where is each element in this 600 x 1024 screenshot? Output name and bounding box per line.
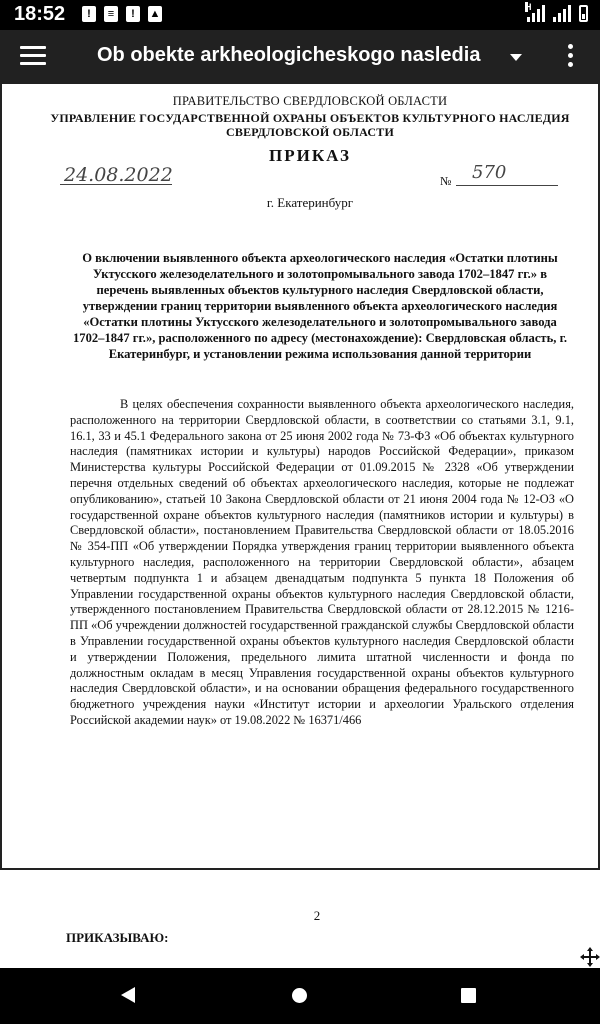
gov-line-1: ПРАВИТЕЛЬСТВО СВЕРДЛОВСКОЙ ОБЛАСТИ xyxy=(172,94,448,108)
city: г. Екатеринбург xyxy=(266,195,354,210)
notification-icons xyxy=(82,6,162,22)
document-viewer[interactable] xyxy=(0,84,600,968)
gov-line-3: СВЕРДЛОВСКОЙ ОБЛАСТИ xyxy=(226,125,394,139)
network-type: H xyxy=(525,2,532,12)
decree-heading: ПРИКАЗЫВАЮ: xyxy=(66,930,169,945)
image-icon: ▲ xyxy=(149,8,161,20)
page-separator xyxy=(0,868,600,870)
order-body: В целях обеспечения сохранности выявленного объекта археологического наследия, расположенного на территории Свердловской области, в соответствии со статьями 3.1, 9.1, 16.1, 33 и 45.1 Федерального закона от 25 июня 2002 года № 73-ФЗ «Об объектах культурного наследия (памятниках истории и культуры) народов Российской Федерации», приказом Министерства культуры Российской Федерации от 01.09.2015 № 2328 «Об утверждении перечня отдельных сведений об объектах археологического наследия, которые не подлежат опубликованию», статьей 10 Закона Свердловской области от 21 июня 2004 года № 12-ОЗ «О государственной охране объектов культурного наследия (памятников истории и культуры) в Свердловской области», постановлением Правительства Свердловской области от 18.05.2016 № 354-ПП «Об утверждении Порядка утверждения границ территории выявленного объекта культурного наследия, расположенного на территории Свердловской области», абзацем четвертым подпункта 1 и абзацем двенадцатым подпункта 5 пункта 18 Положения об Управлении государственной охраны объектов культурного наследия Свердловской области, утвержденного постановлением Правительства Свердловской области от 28.12.2015 № 1216-ПП «Об учреждении должностей государственной гражданской службы Свердловской области в Управлении государственной охраны объектов культурного наследия Свердловской области и утверждении Положения, предельного лимита штатной численности и фонда по должностным окладам в месяц Управления государственной охраны объектов культурного наследия Свердловской области», и на основании обращения федерального государственного бюджетного учреждения науки «Институт истории и археологии Уральского отделения Российской академии наук» от 19.08.2022 № 16371/466 xyxy=(70,397,574,727)
order-number: 570 xyxy=(472,162,507,183)
signal-icon xyxy=(527,4,545,22)
page-number: 2 xyxy=(313,908,321,923)
app-bar xyxy=(0,30,600,84)
status-time: 18:52 xyxy=(14,3,66,25)
navigation-bar xyxy=(0,968,600,1024)
order-title: ПРИКАЗ xyxy=(269,146,351,165)
alert-icon: ! xyxy=(126,6,140,22)
number-underline xyxy=(456,185,558,186)
back-icon[interactable] xyxy=(121,987,135,1003)
list-icon: ≡ xyxy=(104,6,118,22)
gov-line-2: УПРАВЛЕНИЕ ГОСУДАРСТВЕННОЙ ОХРАНЫ ОБЪЕКТОВ КУЛЬТУРНОГО НАСЛЕДИЯ xyxy=(50,111,570,125)
more-vert-icon[interactable] xyxy=(566,44,574,70)
move-icon[interactable] xyxy=(579,946,600,968)
status-bar xyxy=(0,0,600,30)
dropdown-arrow-icon[interactable] xyxy=(510,54,522,61)
home-icon[interactable] xyxy=(292,988,307,1003)
battery-icon xyxy=(579,5,588,22)
signal-icon-2 xyxy=(553,4,571,22)
recents-icon[interactable] xyxy=(461,988,476,1003)
number-label: № xyxy=(440,174,452,188)
order-date: 24.08.2022 xyxy=(64,164,173,186)
app-title: Ob obekte arkheologicheskogo nasledia xyxy=(97,44,481,66)
battery-alert-icon: ! xyxy=(82,6,96,22)
hamburger-menu-icon[interactable] xyxy=(20,46,46,66)
system-icons xyxy=(527,4,588,22)
date-underline xyxy=(60,184,172,185)
order-heading: О включении выявленного объекта археологического наследия «Остатки плотины Уктусского железоделательного и золотопромывального завода 1702–1847 гг.» в перечень выявленных объектов культурного наследия Свердловской области, утверждении границ территории выявленного объекта археологического наследия «Остатки плотины Уктусского железоделательного и золотопромывального завода 1702–1847 гг.», расположенного по адресу (местонахождение): Свердловская область, г. Екатеринбург, и установлении режима использования данной территории xyxy=(72,251,568,361)
